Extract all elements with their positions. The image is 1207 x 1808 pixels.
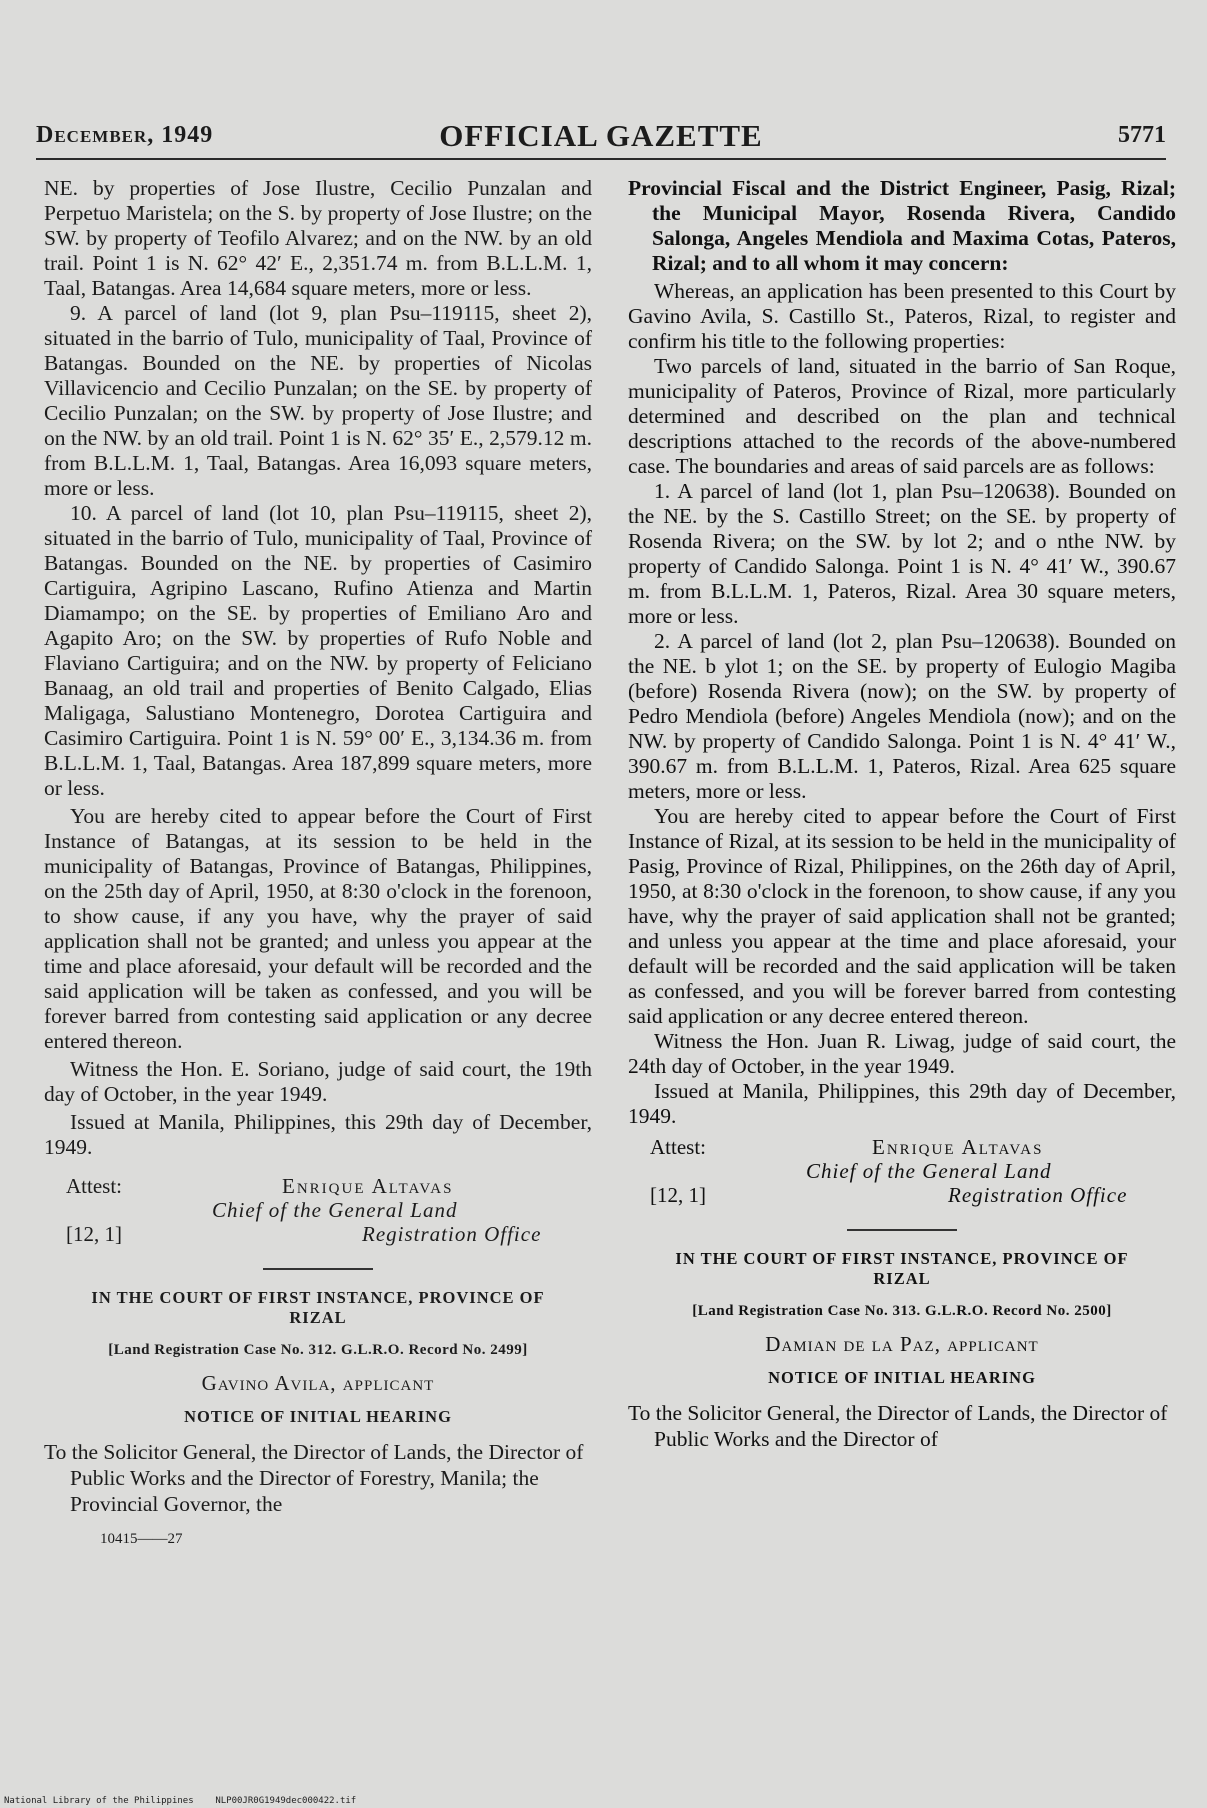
- attest-name: Enrique Altavas: [282, 1174, 454, 1198]
- court-heading: IN THE COURT OF FIRST INSTANCE, PROVINCE OF RIZAL: [91, 1288, 545, 1327]
- attest-office: Registration Office: [948, 1183, 1128, 1207]
- paragraph: NE. by properties of Jose Ilustre, Cecilio Punzalan and Perpetuo Maristela; on the S. by property of Jose Ilustre; on the SW. by property of Teofilo Alvarez; and on the NW. by an old trail. Point 1 is N. 62° 42′ E., 2,351.74 m. from B.L.L.M. 1, Taal, Batangas. Area 14,684 square meters, more or less.: [44, 176, 592, 300]
- paragraph: Two parcels of land, situated in the barrio of San Roque, municipality of Pateros, Province of Rizal, more particularly determined and described on the plan and technical descriptions attached to the records of the above-numbered case. The boundaries and areas of said parcels are as follows:: [628, 354, 1176, 478]
- print-code: 10415——27: [100, 1531, 183, 1547]
- applicant-line: Damian de la Paz, applicant: [765, 1332, 1039, 1356]
- paragraph: Witness the Hon. Juan R. Liwag, judge of said court, the 24th day of October, in the year 1949.: [628, 1029, 1176, 1078]
- header-title: OFFICIAL GAZETTE: [439, 118, 763, 153]
- scan-footer: [4, 1796, 356, 1806]
- paragraph: Issued at Manila, Philippines, this 29th day of December, 1949.: [44, 1110, 592, 1159]
- page-header: [36, 118, 1166, 160]
- paragraph: 9. A parcel of land (lot 9, plan Psu–119115, sheet 2), situated in the barrio of Tulo, municipality of Taal, Province of Batangas. Bounded on the NE. by properties of Nicolas Villavicencio and Cecilio Punzalan; on the SE. by property of Cecilio Punzalan; on the SW. by property of Jose Ilustre; and on the NW. by an old trail. Point 1 is N. 62° 35′ E., 2,579.12 m. from B.L.L.M. 1, Taal, Batangas. Area 16,093 square meters, more or less.: [44, 301, 592, 500]
- attestation-block: [44, 1174, 592, 1248]
- footer-filename: NLP00JR0G1949dec000422.tif: [215, 1796, 357, 1806]
- section-divider: [847, 1229, 957, 1231]
- paragraph: 2. A parcel of land (lot 2, plan Psu–120638). Bounded on the NE. b ylot 1; on the SE. by property of Eulogio Magiba (before) Rosenda Rivera (now); on the SW. by property of Pedro Mendiola (before) Angeles Mendiola (now); and on the NW. by property of Candido Salonga. Point 1 is N. 4° 41′ W., 390.67 m. from B.L.L.M. 1, Pateros, Rizal. Area 625 square meters, more or less.: [628, 629, 1176, 803]
- attest-name: Enrique Altavas: [872, 1135, 1044, 1159]
- case-line: [Land Registration Case No. 312. G.L.R.O. Record No. 2499]: [108, 1342, 528, 1358]
- paragraph: Whereas, an application has been presented to this Court by Gavino Avila, S. Castillo St., Pateros, Rizal, to register and confirm his title to the following properties:: [628, 279, 1176, 353]
- attest-label: Attest:: [66, 1174, 122, 1198]
- attest-title: Chief of the General Land: [806, 1159, 1052, 1183]
- attestation-block: [628, 1135, 1176, 1209]
- paragraph: 10. A parcel of land (lot 10, plan Psu–119115, sheet 2), situated in the barrio of Tulo, municipality of Taal, Province of Batangas. Bounded on the NE. by properties of Casimiro Cartiguira, Agripino Lascano, Rufino Atienza and Martin Diamampo; on the SE. by properties of Emiliano Aro and Agapito Aro; on the SW. by properties of Rufo Noble and Flaviano Cartiguira; and on the NW. by property of Feliciano Banaag, an old trail and properties of Benito Calgado, Elias Maligaga, Salustiano Montenegro, Dorotea Cartiguira and Casimiro Cartiguira. Point 1 is N. 59° 00′ E., 3,134.36 m. from B.L.L.M. 1, Taal, Batangas. Area 187,899 square meters, more or less.: [44, 501, 592, 800]
- section-divider: [263, 1268, 373, 1270]
- right-column: [628, 176, 1176, 1452]
- footer-library: National Library of the Philippines: [4, 1796, 194, 1806]
- attest-office: Registration Office: [362, 1222, 542, 1246]
- left-column: [44, 176, 592, 1552]
- paragraph: You are hereby cited to appear before the Court of First Instance of Batangas, at its session to be held in the municipality of Batangas, Province of Batangas, Philippines, on the 25th day of April, 1950, at 8:30 o'clock in the forenoon, to show cause, if any you have, why the prayer of said application shall not be granted; and unless you appear at the time and place aforesaid, your default will be recorded and the said application will be taken as confessed, and you will be forever barred from contesting said application or any decree entered thereon.: [44, 804, 592, 1053]
- address-paragraph: To the Solicitor General, the Director of Lands, the Director of Public Works and the Director of Forestry, Manila; the Provincial Governor, the: [44, 1440, 584, 1516]
- attest-label: Attest:: [650, 1135, 706, 1159]
- header-date: December, 1949: [36, 122, 214, 148]
- page-number: 5771: [1118, 122, 1166, 148]
- notice-heading: NOTICE OF INITIAL HEARING: [768, 1368, 1036, 1387]
- paragraph: You are hereby cited to appear before the Court of First Instance of Rizal, at its session to be held in the municipality of Pasig, Province of Rizal, Philippines, on the 26th day of April, 1950, at 8:30 o'clock in the forenoon, to show cause, if any you have, why the prayer of said application shall not be granted; and unless you appear at the time and place aforesaid, your default will be recorded and the said application will be taken as confessed, and you will be forever barred from contesting said application or any decree entered thereon.: [628, 804, 1176, 1028]
- paragraph: 1. A parcel of land (lot 1, plan Psu–120638). Bounded on the NE. by the S. Castillo Street; on the SE. by property of Rosenda Rivera; on the SW. by lot 2; and o nthe NW. by property of Candido Salonga. Point 1 is N. 4° 41′ W., 390.67 m. from B.L.L.M. 1, Pateros, Rizal. Area 30 square meters, more or less.: [628, 479, 1176, 628]
- attest-title: Chief of the General Land: [212, 1198, 458, 1222]
- paragraph: Witness the Hon. E. Soriano, judge of said court, the 19th day of October, in the year 1949.: [44, 1057, 592, 1106]
- applicant-line: Gavino Avila, applicant: [201, 1371, 435, 1395]
- attest-reference: [12, 1]: [650, 1183, 706, 1207]
- paragraph: Issued at Manila, Philippines, this 29th day of December, 1949.: [628, 1079, 1176, 1128]
- case-line: [Land Registration Case No. 313. G.L.R.O. Record No. 2500]: [692, 1303, 1112, 1319]
- address-paragraph: To the Solicitor General, the Director of Lands, the Director of Public Works and the Director of: [628, 1401, 1168, 1451]
- court-heading: IN THE COURT OF FIRST INSTANCE, PROVINCE OF RIZAL: [675, 1249, 1129, 1288]
- attest-reference: [12, 1]: [66, 1222, 122, 1246]
- notice-heading: NOTICE OF INITIAL HEARING: [184, 1407, 452, 1426]
- paragraph: Provincial Fiscal and the District Engineer, Pasig, Rizal; the Municipal Mayor, Rosenda Rivera, Candido Salonga, Angeles Mendiola and Maxima Cotas, Pateros, Rizal; and to all whom it may concern:: [628, 176, 1176, 275]
